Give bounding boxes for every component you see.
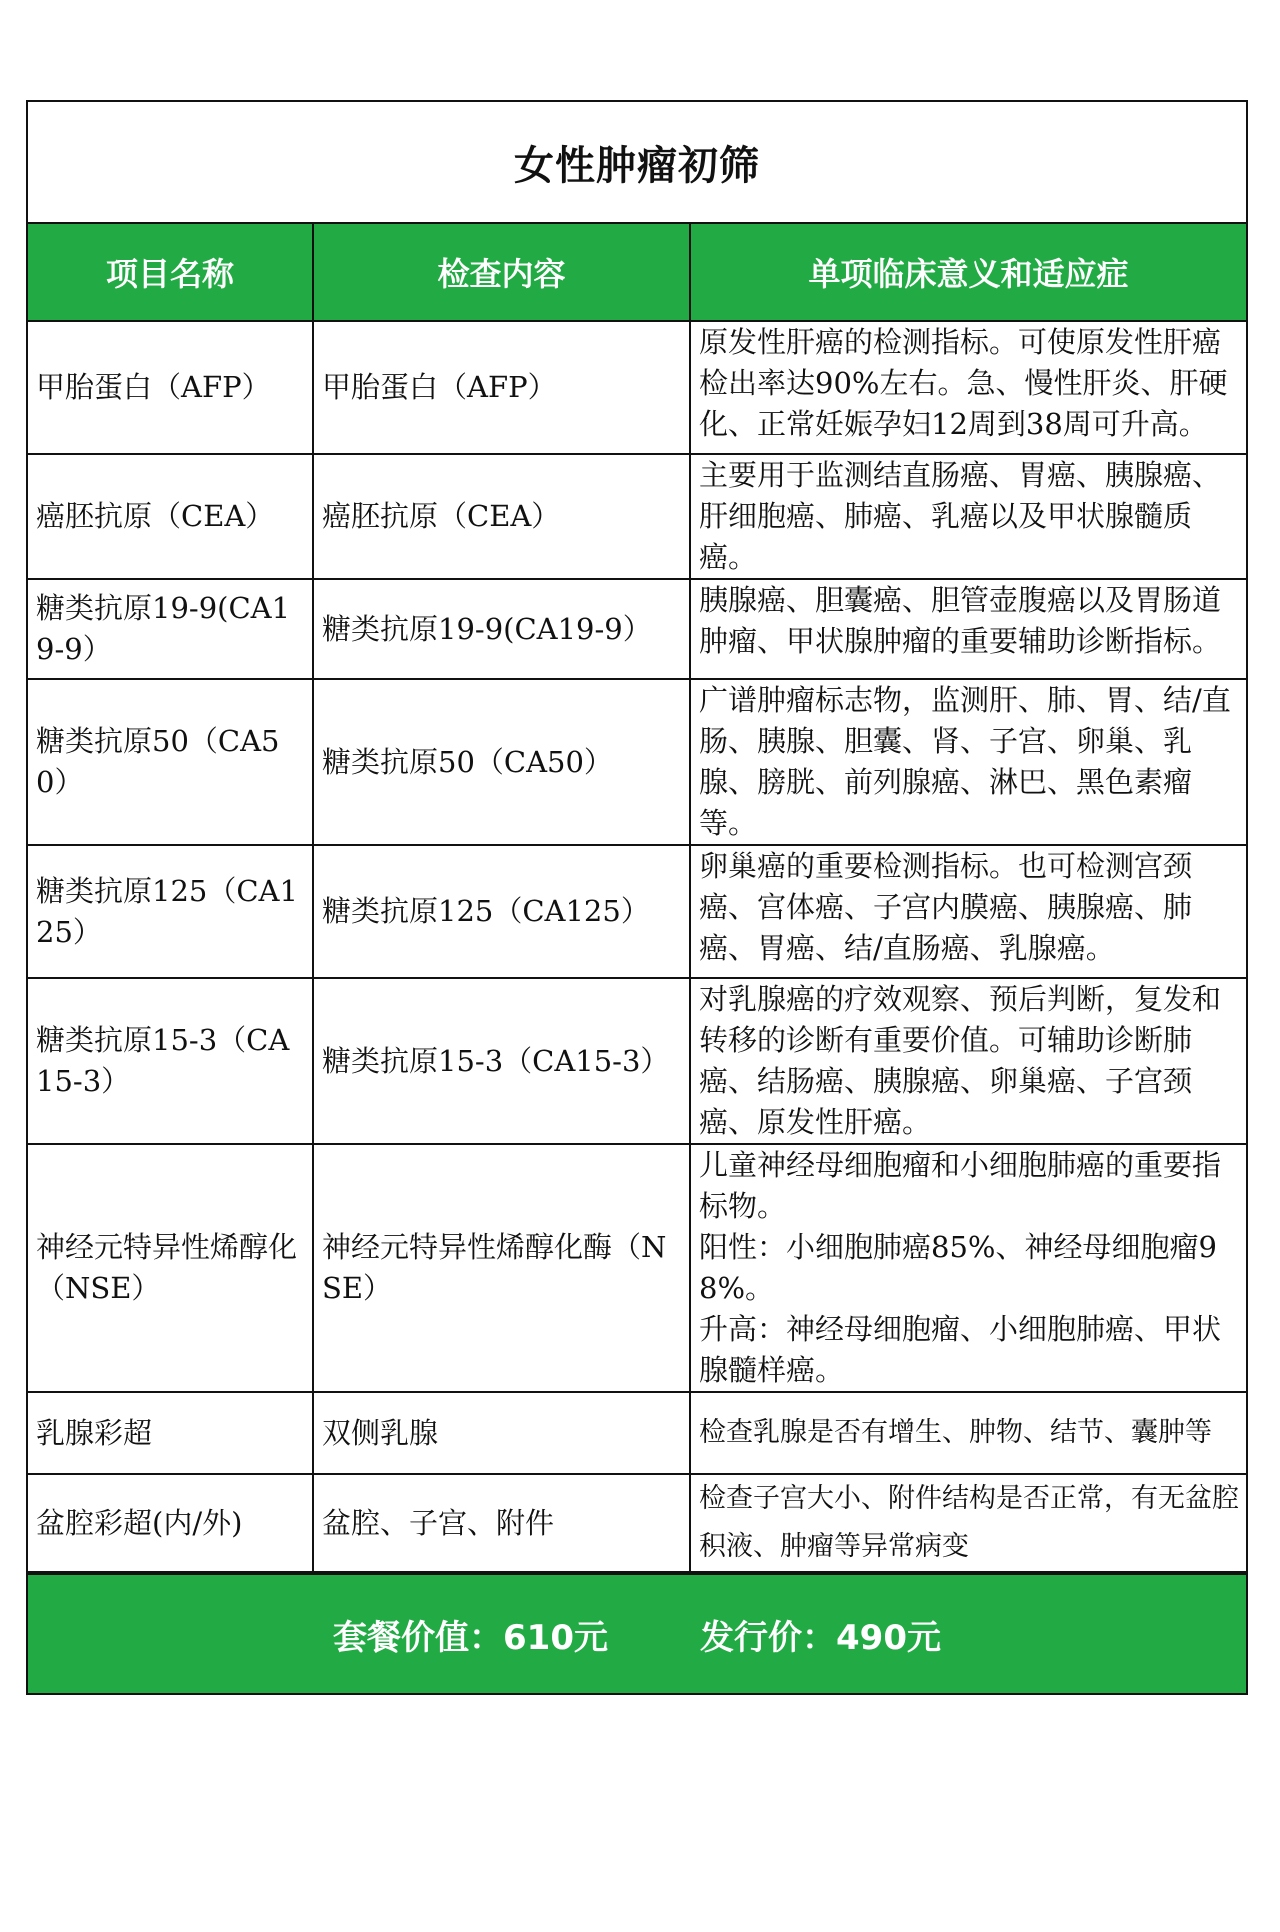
table-header-row bbox=[28, 224, 1246, 321]
significance-text: 胰腺癌、胆囊癌、胆管壶腹癌以及胃肠道肿瘤、甲状腺肿瘤的重要辅助诊断指标。 bbox=[699, 583, 1222, 658]
significance-text: 儿童神经母细胞瘤和小细胞肺癌的重要指标物。 bbox=[699, 1148, 1222, 1223]
check-content-cell: 糖类抗原125（CA125） bbox=[313, 845, 690, 978]
significance-text: 卵巢癌的重要检测指标。也可检测宫颈癌、宫体癌、子宫内膜癌、胰腺癌、肺癌、胃癌、结/直肠癌、乳腺癌。 bbox=[699, 849, 1193, 965]
item-name-cell: 糖类抗原125（CA125） bbox=[28, 845, 313, 978]
significance-text: 广谱肿瘤标志物，监测肝、肺、胃、结/直肠、胰腺、胆囊、肾、子宫、卵巢、乳腺、膀胱、前列腺癌、淋巴、黑色素瘤等。 bbox=[699, 683, 1231, 840]
check-content-cell: 盆腔、子宫、附件 bbox=[313, 1474, 690, 1572]
significance-cell bbox=[690, 321, 1246, 454]
column-header-item-name: 项目名称 bbox=[28, 224, 313, 321]
check-content-cell: 甲胎蛋白（AFP） bbox=[313, 321, 690, 454]
item-name-cell: 糖类抗原50（CA50） bbox=[28, 679, 313, 845]
page-title: 女性肿瘤初筛 bbox=[28, 102, 1246, 224]
table-row bbox=[28, 1144, 1246, 1392]
issue-price: 发行价：490元 bbox=[700, 1617, 941, 1658]
significance-cell bbox=[690, 679, 1246, 845]
significance-cell bbox=[690, 1474, 1246, 1572]
significance-cell bbox=[690, 1392, 1246, 1474]
significance-text: 阳性：小细胞肺癌85%、神经母细胞瘤98%。 bbox=[699, 1230, 1217, 1305]
significance-cell bbox=[690, 579, 1246, 679]
significance-cell bbox=[690, 1144, 1246, 1392]
table-body bbox=[28, 321, 1246, 1572]
check-content-cell: 糖类抗原50（CA50） bbox=[313, 679, 690, 845]
significance-cell bbox=[690, 978, 1246, 1144]
table-row bbox=[28, 1392, 1246, 1474]
package-value: 套餐价值：610元 bbox=[333, 1617, 608, 1658]
check-content-cell: 神经元特异性烯醇化酶（NSE） bbox=[313, 1144, 690, 1392]
item-name-cell: 盆腔彩超(内/外) bbox=[28, 1474, 313, 1572]
significance-text: 主要用于监测结直肠癌、胃癌、胰腺癌、肝细胞癌、肺癌、乳癌以及甲状腺髓质癌。 bbox=[699, 458, 1222, 574]
table-row bbox=[28, 978, 1246, 1144]
item-name-cell: 神经元特异性烯醇化（NSE） bbox=[28, 1144, 313, 1392]
significance-text: 升高：神经母细胞瘤、小细胞肺癌、甲状腺髓样癌。 bbox=[699, 1312, 1222, 1387]
item-name-cell: 糖类抗原15-3（CA15-3） bbox=[28, 978, 313, 1144]
table-row bbox=[28, 845, 1246, 978]
check-content-cell: 癌胚抗原（CEA） bbox=[313, 454, 690, 579]
table-row bbox=[28, 1474, 1246, 1572]
table-row bbox=[28, 454, 1246, 579]
column-header-content: 检查内容 bbox=[313, 224, 690, 321]
significance-cell bbox=[690, 845, 1246, 978]
check-content-cell: 糖类抗原15-3（CA15-3） bbox=[313, 978, 690, 1144]
significance-text: 原发性肝癌的检测指标。可使原发性肝癌检出率达90%左右。急、慢性肝炎、肝硬化、正常妊娠孕妇12周到38周可升高。 bbox=[699, 325, 1228, 441]
item-name-cell: 癌胚抗原（CEA） bbox=[28, 454, 313, 579]
item-name-cell: 乳腺彩超 bbox=[28, 1392, 313, 1474]
item-name-cell: 甲胎蛋白（AFP） bbox=[28, 321, 313, 454]
price-footer bbox=[28, 1573, 1246, 1693]
column-header-significance: 单项临床意义和适应症 bbox=[690, 224, 1246, 321]
item-name-cell: 糖类抗原19-9(CA19-9） bbox=[28, 579, 313, 679]
table-row bbox=[28, 679, 1246, 845]
check-content-cell: 双侧乳腺 bbox=[313, 1392, 690, 1474]
significance-cell bbox=[690, 454, 1246, 579]
significance-text: 检查乳腺是否有增生、肿物、结节、囊肿等 bbox=[699, 1417, 1212, 1448]
screening-table bbox=[28, 224, 1246, 1573]
table-row bbox=[28, 321, 1246, 454]
significance-text: 检查子宫大小、附件结构是否正常，有无盆腔积液、肿瘤等异常病变 bbox=[699, 1483, 1239, 1562]
table-row bbox=[28, 579, 1246, 679]
significance-text: 对乳腺癌的疗效观察、预后判断，复发和转移的诊断有重要价值。可辅助诊断肺癌、结肠癌、胰腺癌、卵巢癌、子宫颈癌、原发性肝癌。 bbox=[699, 982, 1222, 1139]
package-sheet bbox=[26, 100, 1248, 1695]
check-content-cell: 糖类抗原19-9(CA19-9） bbox=[313, 579, 690, 679]
